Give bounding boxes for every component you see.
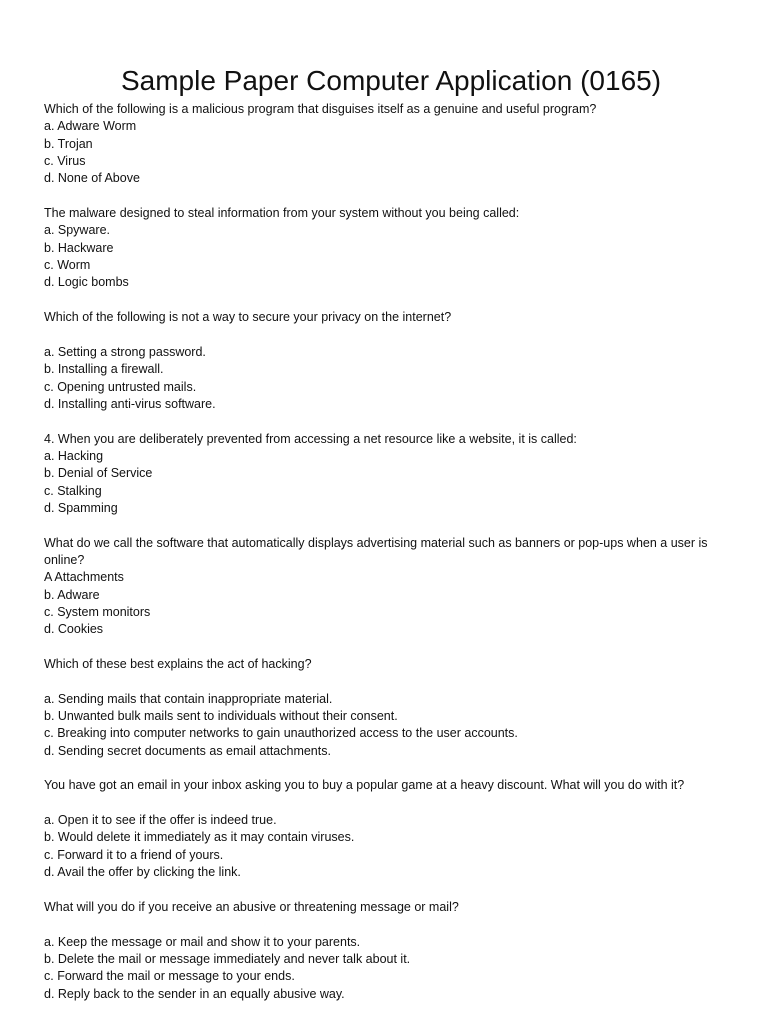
answer-option: d. None of Above <box>44 171 140 186</box>
answer-option: d. Installing anti-virus software. <box>44 396 216 411</box>
answer-option: b. Delete the mail or message immediately and never talk about it. <box>44 951 411 966</box>
answer-option: a. Sending mails that contain inappropriate material. <box>44 691 333 706</box>
question-text: Which of these best explains the act of hacking? <box>44 657 312 671</box>
answer-option: d. Reply back to the sender in an equally abusive way. <box>44 986 345 1001</box>
answer-option: d. Sending secret documents as email attachments. <box>44 743 331 758</box>
answer-option: b. Hackware <box>44 240 114 255</box>
answer-option: b. Denial of Service <box>44 466 153 481</box>
spacer <box>44 188 734 205</box>
answer-option: a. Setting a strong password. <box>44 344 206 359</box>
answer-option: b. Trojan <box>44 136 93 151</box>
answer-option: b. Adware <box>44 587 100 602</box>
question-block <box>44 777 734 881</box>
answer-option: a. Open it to see if the offer is indeed true. <box>44 813 277 828</box>
answer-option: a. Hacking <box>44 448 104 463</box>
answer-option: a. Spyware. <box>44 223 111 238</box>
answer-option: d. Logic bombs <box>44 275 129 290</box>
question-list <box>44 101 734 1003</box>
question-block <box>44 309 734 413</box>
spacer <box>44 639 734 656</box>
spacer <box>44 673 734 690</box>
question-text: What will you do if you receive an abusive or threatening message or mail? <box>44 899 459 914</box>
question-block <box>44 101 734 188</box>
question-block <box>44 535 734 639</box>
answer-option: d. Cookies <box>44 622 104 637</box>
answer-option: c. Forward it to a friend of yours. <box>44 847 224 862</box>
spacer <box>44 916 734 933</box>
answer-option: c. Stalking <box>44 483 102 498</box>
question-text: You have got an email in your inbox asking you to buy a popular game at a heavy discount. What will you do with it? <box>44 778 685 793</box>
spacer <box>44 292 734 309</box>
spacer <box>44 760 734 777</box>
spacer <box>44 881 734 898</box>
answer-option: c. Opening untrusted mails. <box>44 379 197 394</box>
spacer <box>44 413 734 430</box>
question-text: The malware designed to steal information from your system without you being called: <box>44 206 520 221</box>
answer-option: d. Avail the offer by clicking the link. <box>44 865 241 880</box>
answer-option: c. Breaking into computer networks to gain unauthorized access to the user accounts. <box>44 726 518 741</box>
spacer <box>44 795 734 812</box>
spacer <box>44 517 734 534</box>
question-block <box>44 431 734 518</box>
question-text: 4. When you are deliberately prevented from accessing a net resource like a website, it is called: <box>44 431 577 446</box>
answer-option: a. Keep the message or mail and show it to your parents. <box>44 934 361 949</box>
answer-option: b. Would delete it immediately as it may contain viruses. <box>44 830 355 845</box>
answer-option: b. Installing a firewall. <box>44 362 164 377</box>
answer-option: c. Worm <box>44 258 91 273</box>
page-title: Sample Paper Computer Application (0165) <box>120 65 662 96</box>
answer-option: c. System monitors <box>44 604 151 619</box>
question-text: Which of the following is not a way to secure your privacy on the internet? <box>44 310 452 325</box>
answer-option: c. Forward the mail or message to your ends. <box>44 969 295 984</box>
question-block <box>44 899 734 1003</box>
answer-option: A Attachments <box>44 570 124 585</box>
answer-option: a. Adware Worm <box>44 119 137 134</box>
question-block <box>44 205 734 292</box>
answer-option: d. Spamming <box>44 500 118 515</box>
question-text: What do we call the software that automatically displays advertising material such as banners or pop-ups when a user is online? <box>44 535 708 567</box>
answer-option: b. Unwanted bulk mails sent to individuals without their consent. <box>44 709 398 724</box>
answer-option: c. Virus <box>44 154 86 169</box>
question-text: Which of the following is a malicious program that disguises itself as a genuine and useful program? <box>44 102 597 116</box>
question-block <box>44 656 734 760</box>
spacer <box>44 326 734 343</box>
